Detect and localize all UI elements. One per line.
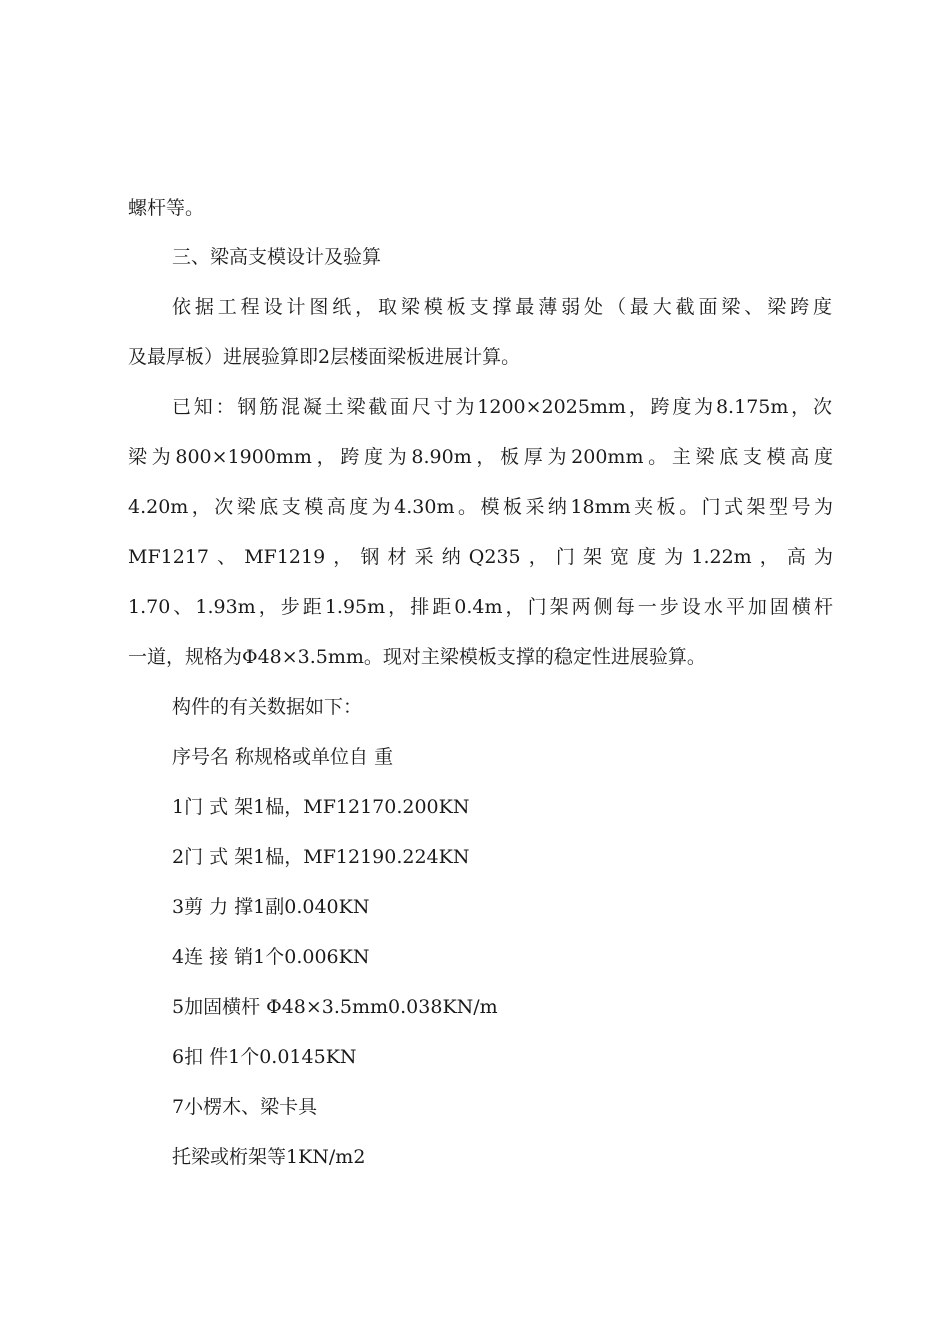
table-row-5: 5加固横杆 Φ48×3.5mm0.038KN/m xyxy=(172,996,498,1018)
paragraph-line-11: 构件的有关数据如下： xyxy=(172,696,363,718)
paragraph-line-3: 依据工程设计图纸，取梁模板支撑最薄弱处（最大截面梁、梁跨度 xyxy=(172,296,832,318)
paragraph-line-6: 梁为800×1900mm，跨度为8.90m，板厚为200mm。主梁底支模高度 xyxy=(128,446,833,468)
table-row-2: 2门 式 架1榀，MF12190.224KN xyxy=(172,846,470,868)
paragraph-line-5: 已知：钢筋混凝土梁截面尺寸为1200×2025mm，跨度为8.175m，次 xyxy=(172,396,832,418)
paragraph-line-10: 一道，规格为Φ48×3.5mm。现对主梁模板支撑的稳定性进展验算。 xyxy=(128,646,706,668)
section-heading: 三、梁高支模设计及验算 xyxy=(172,246,382,268)
table-row-1: 1门 式 架1榀，MF12170.200KN xyxy=(172,796,470,818)
table-row-3: 3剪 力 撑1副0.040KN xyxy=(172,896,370,918)
paragraph-line-8: MF1217、MF1219，钢材采纳Q235，门架宽度为1.22m，高为 xyxy=(128,546,833,568)
table-header-line: 序号名 称规格或单位自 重 xyxy=(172,746,394,768)
paragraph-line-1: 螺杆等。 xyxy=(128,197,205,219)
paragraph-line-4: 及最厚板）进展验算即2层楼面梁板进展计算。 xyxy=(128,346,521,368)
paragraph-line-9: 1.70、1.93m，步距1.95m，排距0.4m，门架两侧每一步设水平加固横杆 xyxy=(128,596,833,618)
table-row-7: 7小楞木、梁卡具 xyxy=(172,1096,318,1118)
paragraph-line-7: 4.20m，次梁底支模高度为4.30m。模板采纳18mm夹板。门式架型号为 xyxy=(128,496,833,518)
table-row-4: 4连 接 销1个0.006KN xyxy=(172,946,370,968)
table-row-6: 6扣 件1个0.0145KN xyxy=(172,1046,357,1068)
table-row-7-continued: 托梁或桁架等1KN/m2 xyxy=(172,1146,366,1168)
